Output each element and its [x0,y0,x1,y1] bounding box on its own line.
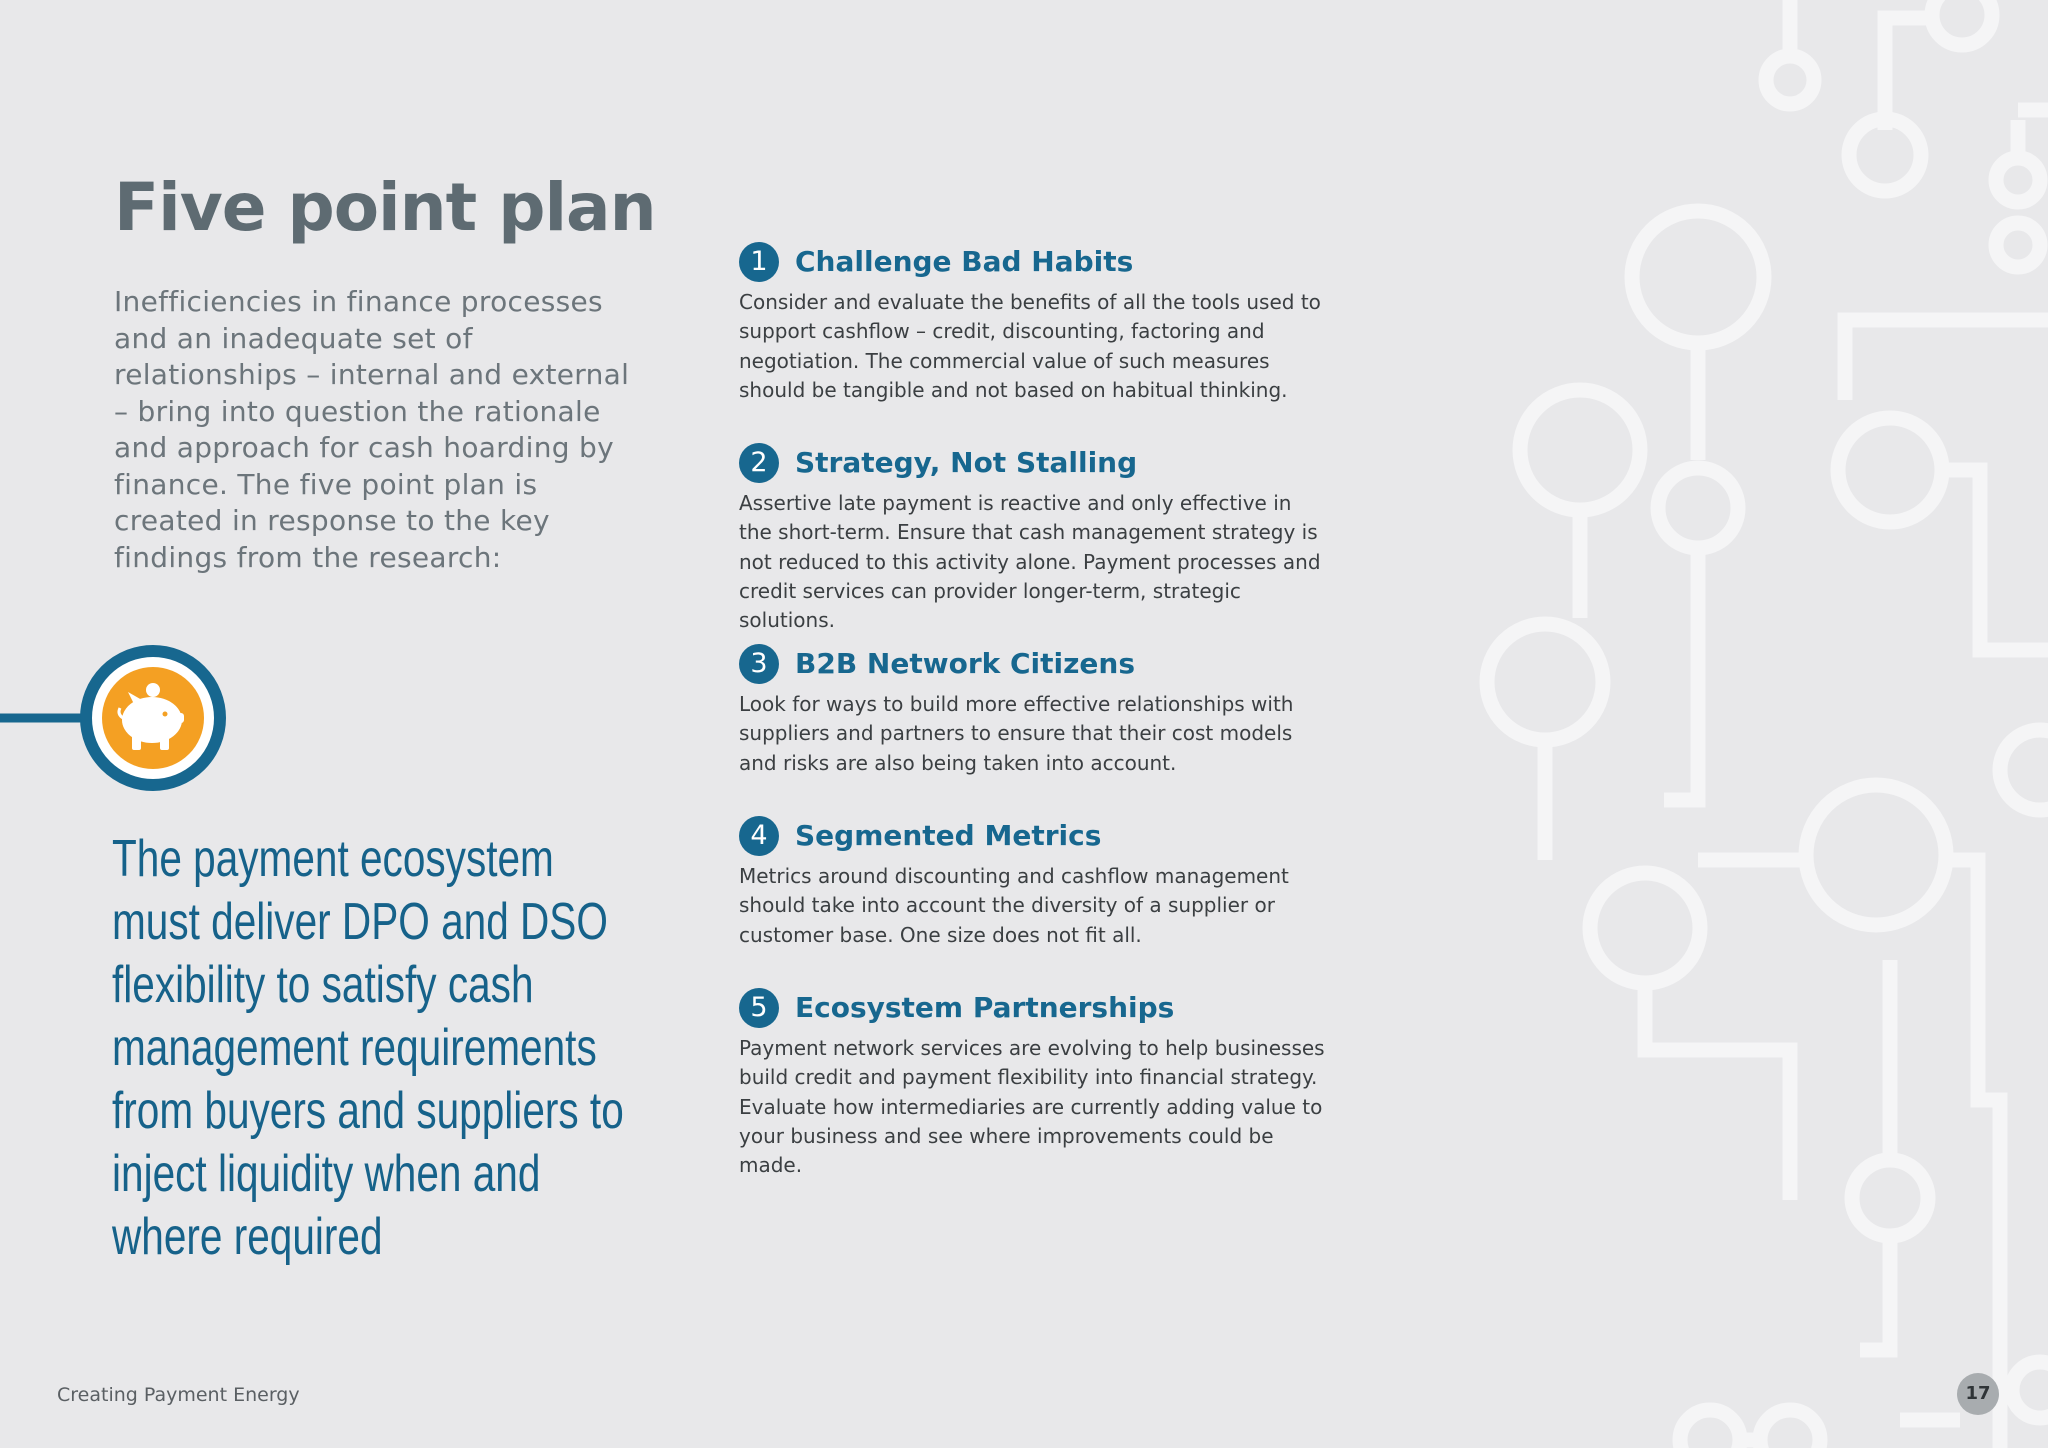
point-item-4 [739,814,1329,950]
piggy-bank-badge [0,640,240,800]
point-item-3 [739,642,1329,778]
page-title: Five point plan [114,169,656,246]
point-number-4: 4 [739,816,779,856]
point-title-4: Segmented Metrics [795,819,1102,852]
point-body-3: Look for ways to build more effective relationships with suppliers and partners to ensure that their cost models and risks are also being taken into account. [739,692,1294,775]
point-number-5: 5 [739,988,779,1028]
point-number-2: 2 [739,443,779,483]
point-number-3: 3 [739,644,779,684]
point-body-1: Consider and evaluate the benefits of all the tools used to support cashflow – credit, discounting, factoring and negotiation. The commercial value of such measures should be tangible and not based on habitual thinking. [739,290,1321,402]
point-title-3: B2B Network Citizens [795,647,1136,680]
pull-quote: The payment ecosystem must deliver DPO and DSO flexibility to satisfy cash management requirements from buyers and suppliers to inject liquidity when and where required [112,830,624,1266]
point-title-5: Ecosystem Partnerships [795,991,1175,1024]
footer-text: Creating Payment Energy [57,1384,300,1406]
page-number: 17 [1957,1373,1999,1415]
point-item-2 [739,441,1329,635]
intro-paragraph: Inefficiencies in finance processes and an inadequate set of relationships – internal and external – bring into question the rationale and approach for cash hoarding by finance. The five point plan is created in response to the key findings from the research: [114,285,630,574]
point-title-2: Strategy, Not Stalling [795,446,1138,479]
point-title-1: Challenge Bad Habits [795,245,1134,278]
point-item-5 [739,986,1329,1180]
point-body-5: Payment network services are evolving to help businesses build credit and payment flexibility into financial strategy. Evaluate how intermediaries are currently adding value to your business and see where improvements could be made. [739,1036,1325,1178]
point-body-2: Assertive late payment is reactive and only effective in the short-term. Ensure that cash management strategy is not reduced to this activity alone. Payment processes and credit services can provider longer-term, strategic solutions. [739,491,1321,633]
point-number-1: 1 [739,242,779,282]
point-item-1 [739,240,1329,405]
point-body-4: Metrics around discounting and cashflow management should take into account the diversity of a supplier or customer base. One size does not fit all. [739,864,1289,947]
